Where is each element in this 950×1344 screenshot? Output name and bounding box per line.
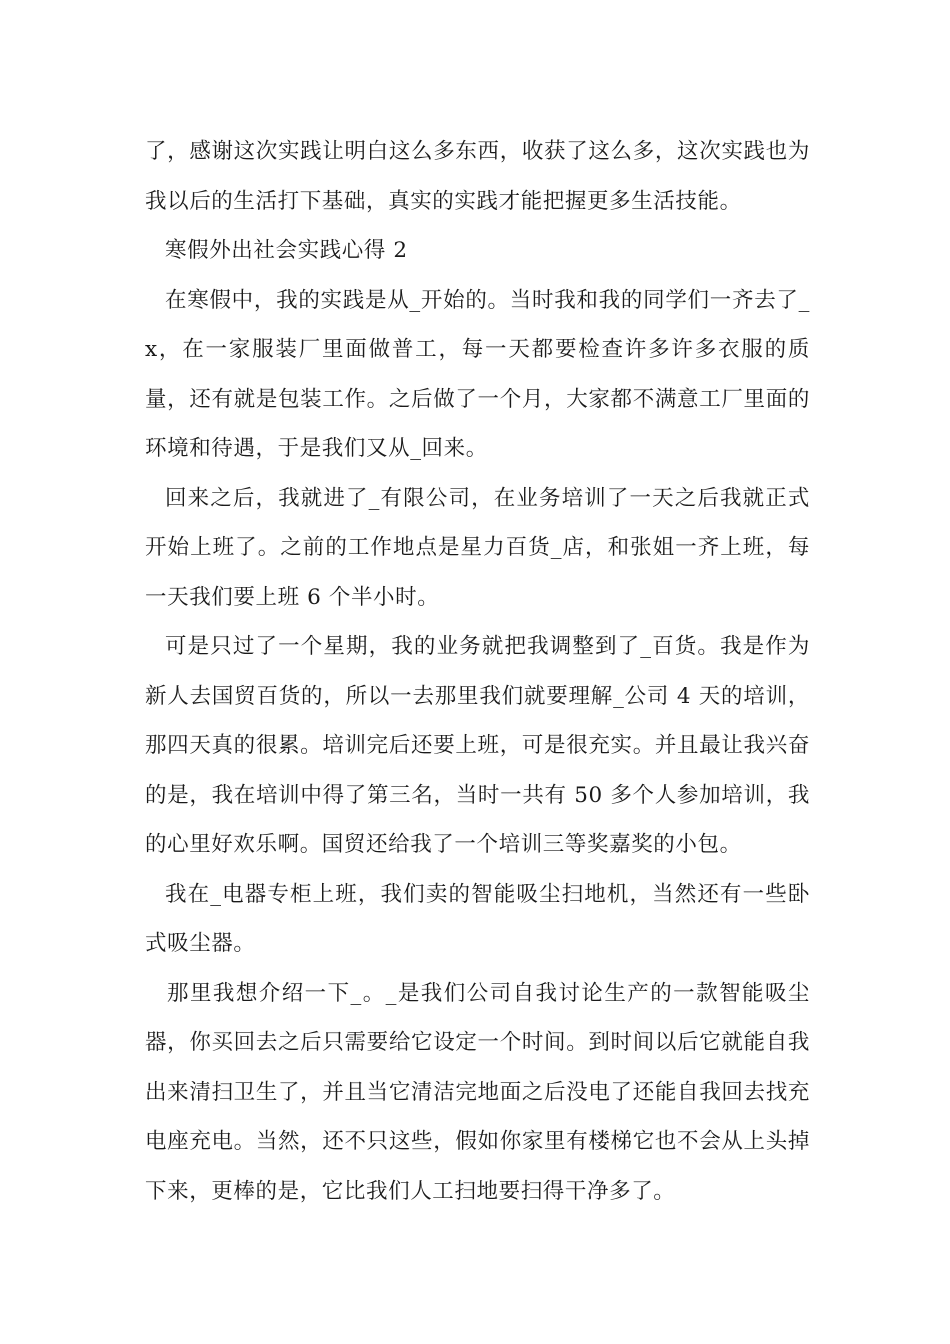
paragraph-winter-work: 在寒假中，我的实践是从_开始的。当时我和我的同学们一齐去了_x，在一家服装厂里面做普工，每一天都要检查许多许多衣服的质量，还有就是包装工作。之后做了一个月，大家都不满意工厂里面的环境和待遇，于是我们又从_回来。 (145, 287, 810, 461)
document-body (145, 127, 810, 1216)
paragraph-product: 那里我想介绍一下_。_是我们公司自我讨论生产的一款智能吸尘器，你买回去之后只需要给它设定一个时间。到时间以后它就能自我出来清扫卫生了，并且当它清洁完地面之后没电了还能自我回去找充电座充电。当然，还不只这些，假如你家里有楼梯它也不会从上头掉下来，更棒的是，它比我们人工扫地要扫得干净多了。 (145, 980, 810, 1204)
section-heading: 寒假外出社会实践心得 2 (165, 238, 408, 263)
paragraph-training: 可是只过了一个星期，我的业务就把我调整到了_百货。我是作为新人去国贸百货的，所以一去那里我们就要理解_公司 4 天的培训，那四天真的很累。培训完后还要上班，可是很充实。并且最让我兴奋的是，我在培训中得了第三名，当时一共有 50 多个人参加培训，我的心里好欢乐啊。国贸还给我了一个培训三等奖嘉奖的小包。 (145, 634, 810, 857)
paragraph-company-job: 回来之后，我就进了_有限公司，在业务培训了一天之后我就正式开始上班了。之前的工作地点是星力百货_店，和张姐一齐上班，每一天我们要上班 6 个半小时。 (145, 485, 810, 610)
paragraph-intro: 了，感谢这次实践让明白这么多东西，收获了这么多，这次实践也为我以后的生活打下基础，真实的实践才能把握更多生活技能。 (145, 139, 810, 214)
paragraph-counter: 我在_电器专柜上班，我们卖的智能吸尘扫地机，当然还有一些卧式吸尘器。 (145, 881, 810, 956)
